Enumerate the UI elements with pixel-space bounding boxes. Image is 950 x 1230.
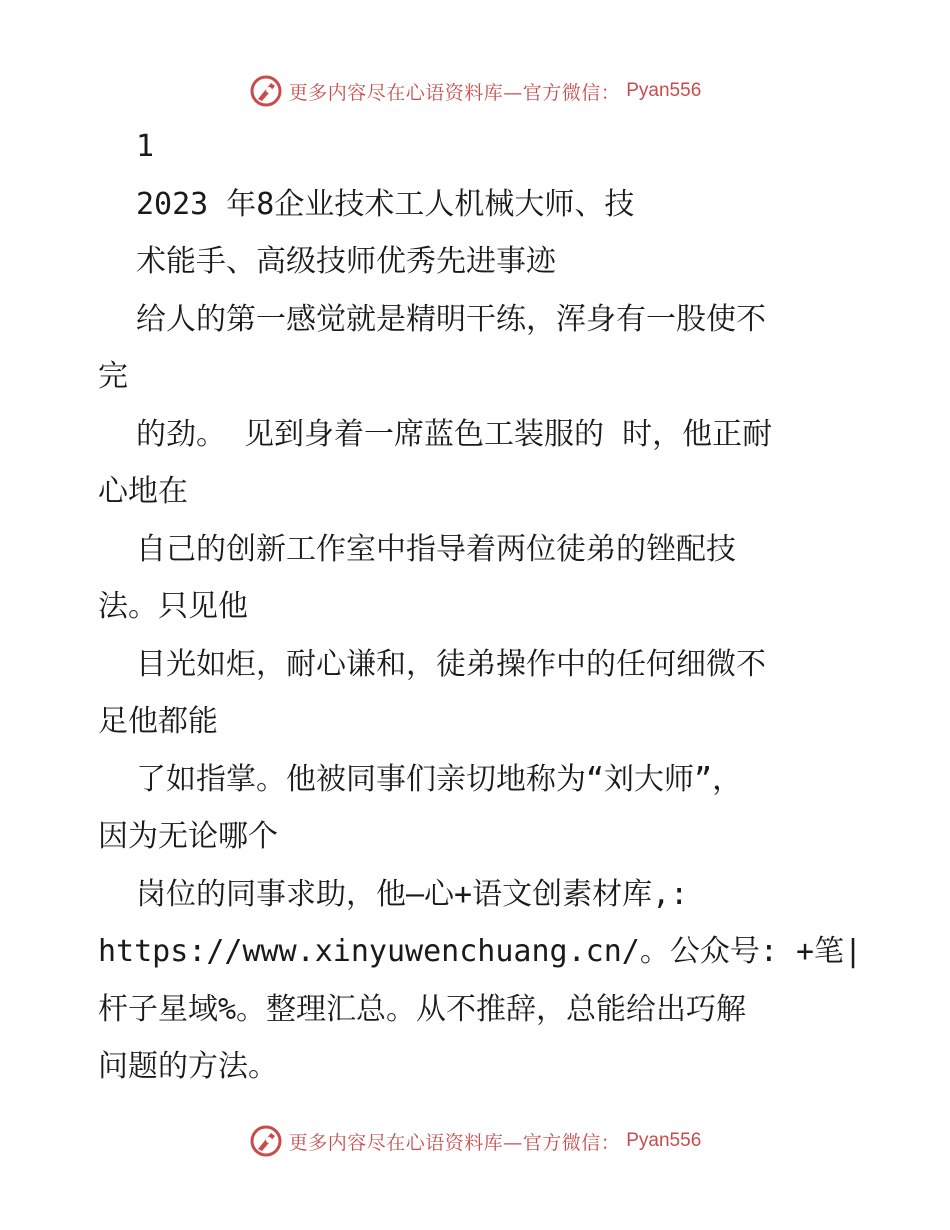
article-body (98, 118, 868, 1096)
text-line: 问题的方法。 (98, 1049, 278, 1084)
text-line: 完 (98, 359, 128, 394)
footer-banner-text: 更多内容尽在心语资料库—官方微信： (288, 1131, 621, 1154)
footer-banner (0, 1121, 950, 1161)
text-line: 的劲。 见到身着一席蓝色工装服的 时，他正耐 (136, 416, 773, 452)
text-line: 2023 年8企业技术工人机械大师、技 (136, 186, 635, 222)
header-banner-wechat: Pyan556 (626, 80, 702, 101)
header-banner-text: 更多内容尽在心语资料库—官方微信： (288, 81, 621, 104)
text-line: 心地在 (98, 474, 188, 509)
footer-banner-wechat: Pyan556 (626, 1130, 702, 1151)
pen-logo-icon (249, 74, 283, 108)
text-line: 足他都能 (98, 704, 218, 739)
text-line: 1 (136, 129, 155, 164)
header-banner (0, 71, 950, 111)
text-line: 给人的第一感觉就是精明干练，浑身有一股使不 (136, 301, 766, 337)
text-line: 自己的创新工作室中指导着两位徒弟的锉配技 (136, 531, 736, 567)
text-line: 因为无论哪个 (98, 819, 278, 854)
text-line: 目光如炬，耐心谦和，徒弟操作中的任何细微不 (136, 646, 766, 682)
text-line: 杆子星域%。整理汇总。从不推辞，总能给出巧解 (98, 991, 747, 1027)
text-line: 岗位的同事求助，他—心+语文创素材库,: (136, 876, 689, 912)
url-line: https://www.xinyuwenchuang.cn/。公众号: +笔| (98, 934, 863, 969)
pen-logo-icon (249, 1124, 283, 1158)
text-line: 了如指掌。他被同事们亲切地称为“刘大师”， (136, 761, 743, 797)
text-line: 法。只见他 (98, 589, 248, 624)
text-line: 术能手、高级技师优秀先进事迹 (136, 244, 556, 279)
